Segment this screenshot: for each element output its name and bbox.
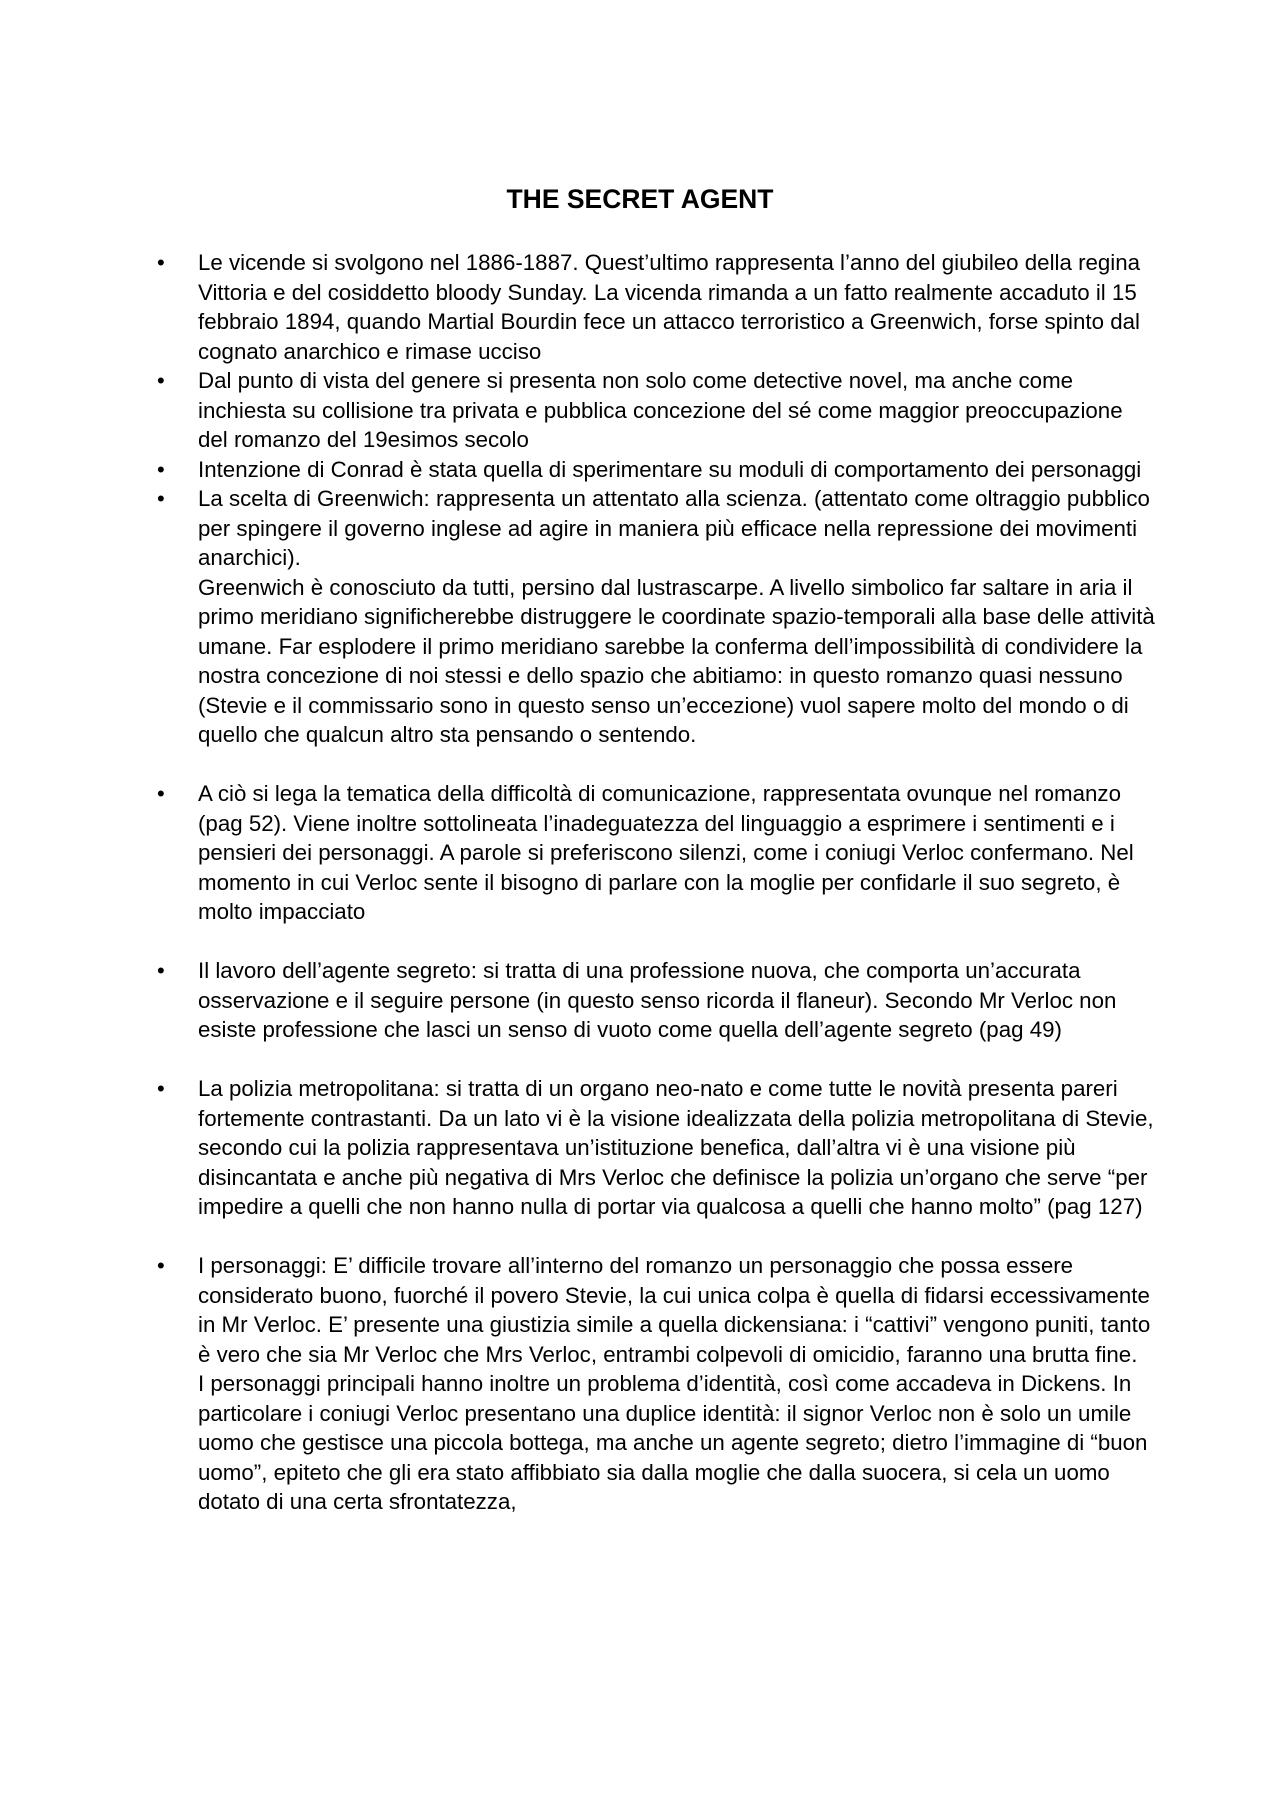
bullet-icon: • — [157, 486, 165, 511]
paragraph: Greenwich è conosciuto da tutti, persino dal lustrascarpe. A livello simbolico far saltare in aria il primo meridiano significherebbe distruggere le coordinate spazio-temporali alla base delle attività umane. Far esplodere il primo meridiano sarebbe la conferma dell’impossibilità di condividere la nostra concezione di noi stessi e dello spazio che abitiamo: in questo romanzo quasi nessuno (Stevie e il commissario sono in questo senso un’eccezione) vuol sapere molto del mondo o di quello che qualcun altro sta pensando o sentendo. — [198, 574, 1155, 747]
list-item-characters — [0, 1251, 1158, 1517]
paragraph: Il lavoro dell’agente segreto: si tratta di una professione nuova, che comporta un’accurata osservazione e il seguire persone (in questo senso ricorda il flaneur). Secondo Mr Verloc non esiste professione che lasci un senso di vuoto come quella dell’agente segreto (pag 49) — [198, 958, 1117, 1042]
list-item-setting — [0, 248, 1158, 366]
bullet-icon: • — [157, 1253, 165, 1278]
paragraph: A ciò si lega la tematica della difficoltà di comunicazione, rappresentata ovunque nel romanzo (pag 52). Viene inoltre sottolineata l’inadeguatezza del linguaggio a esprimere i sentimenti e i pensieri dei personaggi. A parole si preferiscono silenzi, come i coniugi Verloc confermano. Nel momento in cui Verloc sente il bisogno di parlare con la moglie per confidarle il suo segreto, è molto impacciato — [198, 781, 1134, 924]
list-item-greenwich — [0, 484, 1158, 750]
list-item-secret-agent — [0, 956, 1158, 1045]
list-item-police — [0, 1074, 1158, 1222]
paragraph: Le vicende si svolgono nel 1886-1887. Quest’ultimo rappresenta l’anno del giubileo della regina Vittoria e del cosiddetto bloody Sunday. La vicenda rimanda a un fatto realmente accaduto il 15 febbraio 1894, quando Martial Bourdin fece un attacco terroristico a Greenwich, forse spinto dal cognato anarchico e rimase ucciso — [198, 250, 1141, 364]
document-title: THE SECRET AGENT — [506, 184, 774, 214]
bullet-icon: • — [157, 250, 165, 275]
paragraph: Dal punto di vista del genere si presenta non solo come detective novel, ma anche come inchiesta su collisione tra privata e pubblica concezione del sé come maggior preoccupazione del romanzo del 19esimos secolo — [198, 368, 1123, 452]
paragraph: Intenzione di Conrad è stata quella di sperimentare su moduli di comportamento dei personaggi — [198, 456, 1142, 482]
bullet-icon: • — [157, 456, 165, 482]
document-body — [0, 248, 1280, 1517]
bullet-icon: • — [157, 958, 165, 983]
list-item-intention — [0, 455, 1158, 485]
paragraph: I personaggi principali hanno inoltre un problema d’identità, così come accadeva in Dickens. In particolare i coniugi Verloc presentano una duplice identità: il signor Verloc non è solo un umile uomo che gestisce una piccola bottega, ma anche un agente segreto; dietro l’immagine di “buon uomo”, epiteto che gli era stato affibbiato sia dalla moglie che dalla suocera, si cela un uomo dotato di una certa sfrontatezza, — [198, 1371, 1148, 1514]
bullet-icon: • — [157, 781, 165, 806]
bullet-list — [0, 248, 1280, 1517]
bullet-icon: • — [157, 368, 165, 393]
bullet-icon: • — [157, 1076, 165, 1101]
list-item-genre — [0, 366, 1158, 455]
paragraph: La scelta di Greenwich: rappresenta un attentato alla scienza. (attentato come oltraggio pubblico per spingere il governo inglese ad agire in maniera più efficace nella repressione dei movimenti anarchici). — [198, 486, 1150, 570]
list-item-communication — [0, 779, 1158, 927]
paragraph: I personaggi: E’ difficile trovare all’interno del romanzo un personaggio che possa essere considerato buono, fuorché il povero Stevie, la cui unica colpa è quella di fidarsi eccessivamente in Mr Verloc. E’ presente una giustizia simile a quella dickensiana: i “cattivi” vengono puniti, tanto è vero che sia Mr Verloc che Mrs Verloc, entrambi colpevoli di omicidio, faranno una brutta fine. — [198, 1253, 1151, 1367]
paragraph: La polizia metropolitana: si tratta di un organo neo-nato e come tutte le novità presenta pareri fortemente contrastanti. Da un lato vi è la visione idealizzata della polizia metropolitana di Stevie, secondo cui la polizia rappresentava un’istituzione benefica, dall’altra vi è una visione più disincantata e anche più negativa di Mrs Verloc che definisce la polizia un’organo che serve “per impedire a quelli che non hanno nulla di portar via qualcosa a quelli che hanno molto” (pag 127) — [198, 1076, 1154, 1219]
